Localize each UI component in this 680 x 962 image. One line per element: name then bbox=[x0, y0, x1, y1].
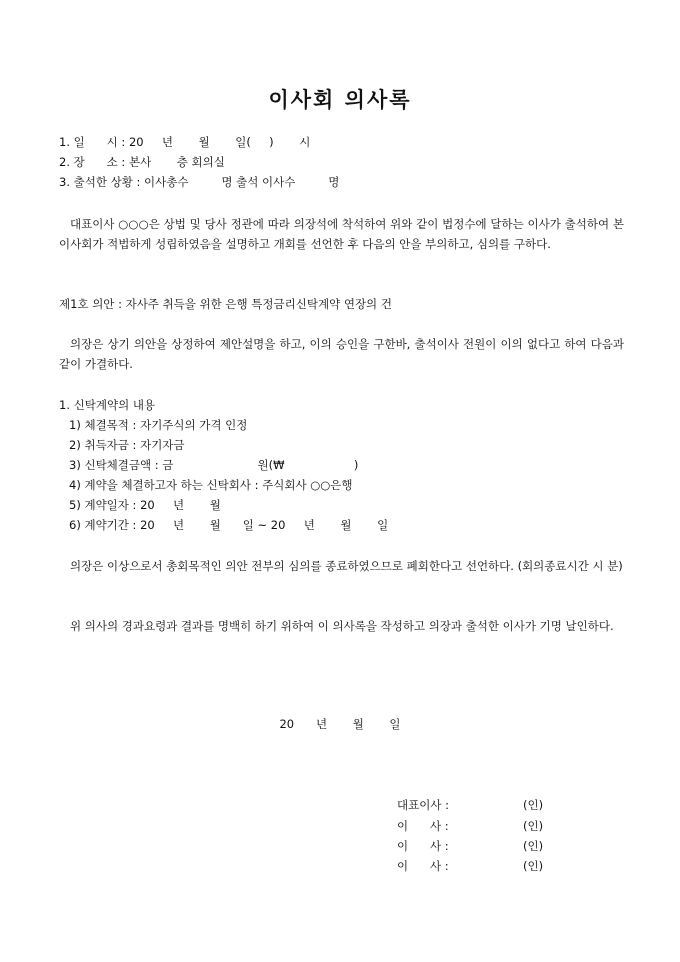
agenda-item: 제1호 의안 : 자사주 취득을 위한 은행 특정금리신탁계약 연장의 건 bbox=[59, 297, 392, 311]
signature-role: 이 사 : bbox=[397, 819, 449, 833]
document-date: 20 년 월 일 bbox=[279, 717, 401, 731]
closing-paragraph: 의장은 이상으로서 총회목적인 의안 전부의 심의를 종료하였으므로 폐회한다고 선언하다. (회의종료시간 시 분) bbox=[70, 559, 623, 573]
seal-mark: (인) bbox=[523, 819, 544, 833]
signature-role: 이 사 : bbox=[397, 839, 449, 853]
seal-mark: (인) bbox=[523, 839, 544, 853]
contract-item: 3) 신탁체결금액 : 금 원(₩ ) bbox=[69, 458, 359, 472]
seal-mark: (인) bbox=[523, 859, 544, 873]
document-title: 이사회 의사록 bbox=[268, 88, 412, 112]
proposal-paragraph: 의장은 상기 의안을 상정하여 제안설명을 하고, 이의 승인을 구한바, 출석이사 전원이 이의 없다고 하여 다음과 같이 가결하다. bbox=[59, 337, 624, 371]
intro-paragraph: 대표이사 ○○○은 상법 및 당사 정관에 따라 의장석에 착석하여 위와 같이 법정수에 달하는 이사가 출석하여 본 이사회가 적법하게 성립하였음을 설명하고 개회를 선언한 후 다음의 안을 부의하고, 심의를 구하다. bbox=[59, 217, 624, 251]
contract-item: 6) 계약기간 : 20 년 월 일 ~ 20 년 월 일 bbox=[69, 518, 389, 532]
contract-item: 4) 계약을 체결하고자 하는 신탁회사 : 주식회사 ○○은행 bbox=[69, 478, 353, 492]
signature-role: 이 사 : bbox=[397, 859, 449, 873]
attendance-status: 3. 출석한 상황 : 이사총수 명 출석 이사수 명 bbox=[59, 175, 340, 189]
contract-heading: 1. 신탁계약의 내용 bbox=[59, 398, 156, 412]
contract-item: 1) 체결목적 : 자기주식의 가격 인정 bbox=[69, 418, 248, 432]
meeting-place: 2. 장 소 : 본사 층 회의실 bbox=[59, 155, 225, 169]
meeting-datetime: 1. 일 시 : 20 년 월 일( ) 시 bbox=[59, 135, 311, 149]
signature-role: 대표이사 : bbox=[397, 798, 449, 812]
record-note-paragraph: 위 의사의 경과요령과 결과를 명백히 하기 위하여 이 의사록을 작성하고 의장과 출석한 이사가 기명 날인하다. bbox=[70, 619, 614, 633]
seal-mark: (인) bbox=[523, 798, 544, 812]
contract-item: 2) 취득자금 : 자기자금 bbox=[69, 438, 185, 452]
contract-item: 5) 계약일자 : 20 년 월 bbox=[69, 498, 221, 512]
